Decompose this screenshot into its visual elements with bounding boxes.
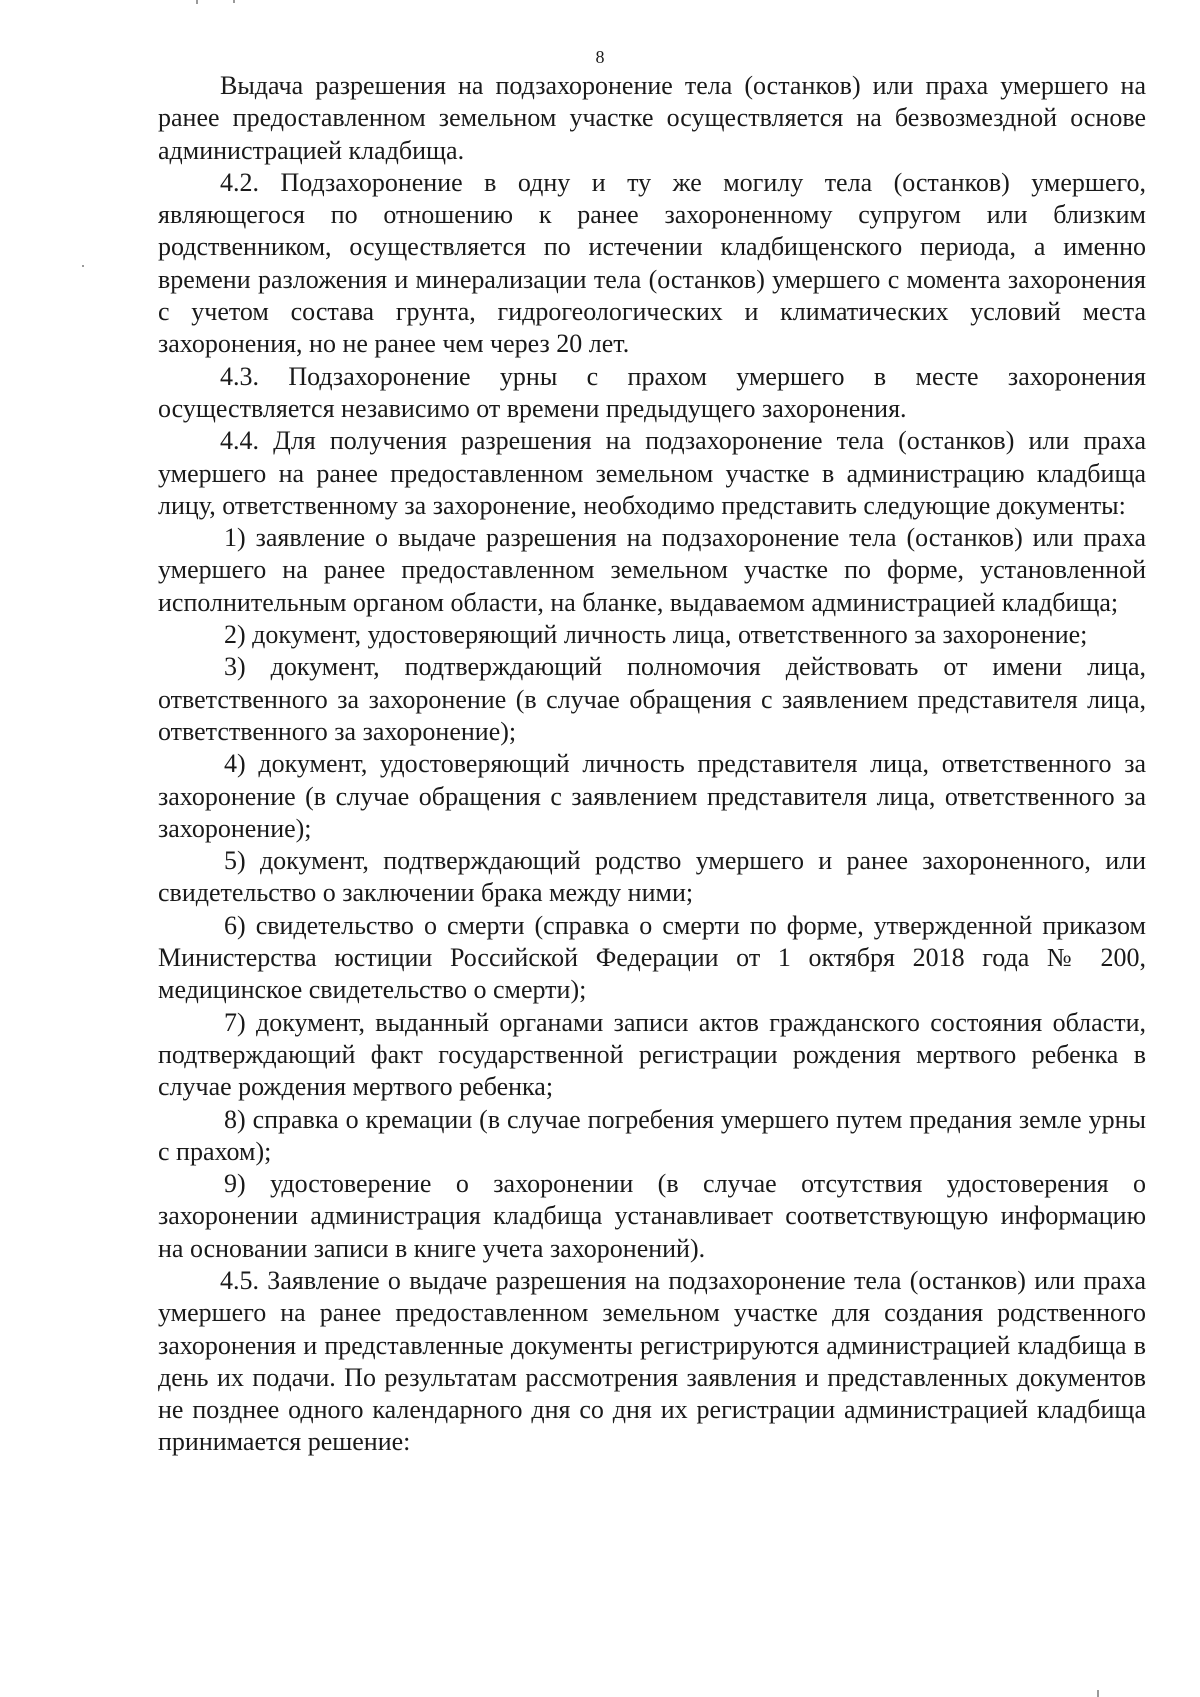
list-item-9: 9) удостоверение о захоронении (в случае отсутствия удостоверения о захоронении администрация кладбища устанавливает соответствующую информацию на основании записи в книге учета захоронений). [158,1169,1146,1263]
paragraph-intro: Выдача разрешения на подзахоронение тела (останков) или праха умершего на ранее предоставленном земельном участке осуществляется на безвозмездной основе администрацией кладбища. [158,71,1146,165]
scan-artifact-top [196,0,198,4]
list-item-2: 2) документ, удостоверяющий личность лица, ответственного за захоронение; [224,620,1088,650]
list-item-1: 1) заявление о выдаче разрешения на подзахоронение тела (останков) или праха умершего на ранее предоставленном земельном участке по форме, установленной исполнительным органом области, на бланке, выдаваемом администрацией кладбища; [158,523,1146,617]
paragraph-4-4: 4.4. Для получения разрешения на подзахоронение тела (останков) или праха умершего на ранее предоставленном земельном участке в администрацию кладбища лицу, ответственному за захоронение, необходимо представить следующие документы: [158,426,1146,520]
list-item-8: 8) справка о кремации (в случае погребения умершего путем предания земле урны с прахом); [158,1104,1146,1166]
paragraph-4-5: 4.5. Заявление о выдаче разрешения на подзахоронение тела (останков) или праха умершего на ранее предоставленном земельном участке для создания родственного захоронения и представленные документы регистрируются администрацией кладбища в день их подачи. По результатам рассмотрения заявления и представленных документов не позднее одного календарного дня со дня их регистрации администрацией кладбища принимается решение: [158,1265,1146,1457]
paragraph-4-2: 4.2. Подзахоронение в одну и ту же могилу тела (останков) умершего, являющегося по отношению к ранее захороненному супругом или близким родственником, осуществляется по истечении кладбищенского периода, а именно времени разложения и минерализации тела (останков) умершего с момента захоронения с учетом состава грунта, гидрогеологических и климатических условий места захоронения, но не ранее чем через 20 лет. [158,167,1146,359]
list-item-7: 7) документ, выданный органами записи актов гражданского состояния области, подтверждающий факт государственной регистрации рождения мертвого ребенка в случае рождения мертвого ребенка; [158,1007,1146,1102]
scan-artifact-top-right [233,0,235,3]
paragraph-4-3: 4.3. Подзахоронение урны с прахом умершего в месте захоронения осуществляется независимо от времени предыдущего захоронения. [158,361,1146,423]
scan-artifact-right-bottom [1097,1690,1099,1697]
scan-artifact-left-margin [82,265,84,267]
list-item-5: 5) документ, подтверждающий родство умершего и ранее захороненного, или свидетельство о заключении брака между ними; [158,846,1146,908]
list-item-3: 3) документ, подтверждающий полномочия действовать от имени лица, ответственного за захоронение (в случае обращения с заявлением представителя лица, ответственного за захоронение); [158,652,1146,746]
page-number: 8 [595,47,605,67]
list-item-6: 6) свидетельство о смерти (справка о смерти по форме, утвержденной приказом Министерства юстиции Российской Федерации от 1 октября 2018 года № 200, медицинское свидетельство о смерти); [158,910,1146,1005]
document-body [158,70,1146,1459]
list-item-4: 4) документ, удостоверяющий личность представителя лица, ответственного за захоронение (в случае обращения с заявлением представителя лица, ответственного за захоронение); [158,749,1146,843]
